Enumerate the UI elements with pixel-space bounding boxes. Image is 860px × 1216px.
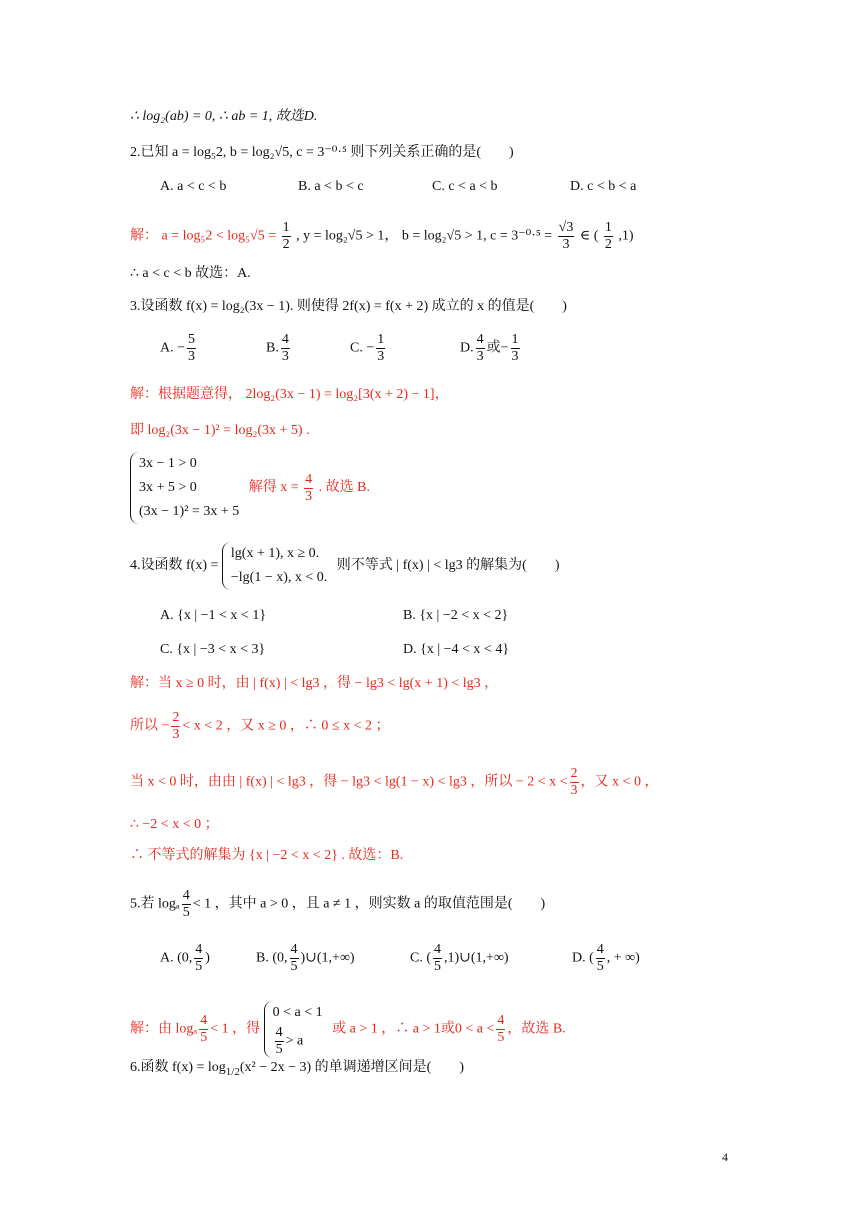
q3-solution-1: 解：根据题意得， 2log₂(3x − 1) = log₂[3(x + 2) − 1]， bbox=[130, 387, 449, 402]
page-number: 4 bbox=[722, 1150, 728, 1164]
q3-option-a: A. − $\frac{5}{3}$ bbox=[160, 332, 196, 364]
q2-option-d: D. c < b < a bbox=[570, 179, 637, 194]
question-3: 3.设函数 f(x) = log₂(3x − 1). 则使得 2f(x) = f(x + 2) 成立的 x 的值是( ) bbox=[130, 299, 567, 314]
q4-solution-2: 所以 − $\frac{2}{3}$ < x < 2 ，又 x ≥ 0 ，∴ 0 ≤ x < 2 ； bbox=[130, 710, 390, 742]
q2-result: ∴ a < c < b 故选：A. bbox=[130, 266, 251, 281]
q3-system: 3x − 1 > 0 3x + 5 > 0 (3x − 1)² = 3x + 5 bbox=[130, 452, 239, 524]
question-4: 4.设函数 f(x) = lg(x + 1), x ≥ 0. −lg(1 − x), x < 0. 则不等式 | f(x) | < lg3 的解集为( ) bbox=[130, 542, 560, 590]
question-6: 6.函数 $f(x) = \log_{1/2}(x^2 - 2x - 3)$ 的单调递增区间是( ) bbox=[130, 1060, 464, 1078]
q5-option-d: D. ( $\frac{4}{5}$ , + ∞) bbox=[572, 942, 640, 974]
q2-option-c: C. c < a < b bbox=[432, 179, 498, 194]
solution-line-q1: ∴ log₂(ab) = 0, ∴ ab = 1, 故选D. bbox=[130, 109, 318, 124]
q4-solution-5: ∴ 不等式的解集为 {x | −2 < x < 2} . 故选：B. bbox=[130, 848, 404, 863]
q4-option-b: B. {x | −2 < x < 2} bbox=[403, 608, 509, 623]
question-2: 2.已知 a = log₅2, b = log₂√5, c = 3⁻⁰·⁵ 则下列关系正确的是( ) bbox=[130, 145, 514, 160]
q2-sol-end: ,1) bbox=[618, 228, 634, 244]
q3-option-d: D. $\frac{4}{3}$ 或− $\frac{1}{3}$ bbox=[460, 332, 519, 364]
q3-system-line: 3x − 1 > 0 3x + 5 > 0 (3x − 1)² = 3x + 5 解得 x = $\frac{4}{3}$ . 故选 B. bbox=[130, 452, 370, 524]
q4-option-c: C. {x | −3 < x < 3} bbox=[160, 642, 266, 657]
q5-option-c: C. ( $\frac{4}{5}$ ,1)∪(1,+∞) bbox=[410, 942, 509, 974]
q3-option-b: B. $\frac{4}{3}$ bbox=[266, 332, 289, 364]
fraction-rt3-over-3: $\frac{√3}{3}$ bbox=[558, 220, 574, 252]
q4-solution-3: 当 x < 0 时，由由 | f(x) | < lg3 ，得 − lg3 < lg(1 − x) < lg3 ，所以 − 2 < x < $\frac{2}{3}$ ，又 x < 0 ， bbox=[130, 766, 659, 798]
q2-option-a: A. a < c < b bbox=[160, 179, 227, 194]
fraction-half-2: $\frac{1}{2}$ bbox=[604, 220, 612, 252]
q4-piecewise: lg(x + 1), x ≥ 0. −lg(1 − x), x < 0. bbox=[222, 542, 327, 590]
question-5: 5.若 logₐ $\frac{4}{5}$ < 1 ，其中 a > 0 ，且 a ≠ 1 ，则实数 a 的取值范围是( ) bbox=[130, 888, 546, 920]
q5-option-a: A. (0, $\frac{4}{5}$ ) bbox=[160, 942, 210, 974]
fraction-half: $\frac{1}{2}$ bbox=[282, 220, 290, 252]
q3-option-c: C. − $\frac{1}{3}$ bbox=[350, 332, 385, 364]
q4-solution-1: 解：当 x ≥ 0 时，由 | f(x) | < lg3 ，得 − lg3 < lg(x + 1) < lg3 ， bbox=[130, 676, 499, 691]
q5-option-b: B. (0, $\frac{4}{5}$ )∪(1,+∞) bbox=[256, 942, 355, 974]
q4-option-d: D. {x | −4 < x < 4} bbox=[403, 642, 510, 657]
q2-sol-label: 解： a = log₅2 < log₅√5 = bbox=[130, 228, 277, 244]
q4-solution-4: ∴ −2 < x < 0 ； bbox=[130, 817, 219, 832]
q2-sol-in: ∈ ( bbox=[579, 228, 599, 244]
q2-option-b: B. a < b < c bbox=[298, 179, 364, 194]
q5-system: 0 < a < 1 $\frac{4}{5}$ > a bbox=[264, 1001, 323, 1058]
q2-sol-mid: , y = log₂√5 > 1， b = log₂√5 > 1, c = 3⁻⁰·⁵ = bbox=[296, 228, 553, 244]
q2-solution bbox=[130, 220, 634, 253]
q3-solution-2: 即 log₂(3x − 1)² = log₂(3x + 5) . bbox=[130, 423, 310, 438]
q4-option-a: A. {x | −1 < x < 1} bbox=[160, 608, 267, 623]
q5-solution: 解：由 logₐ $\frac{4}{5}$ < 1 ，得 0 < a < 1 $\frac{4}{5}$ > a 或 a > 1 ，∴ a > 1或0 < a < $\frac{4}{5}$ ，故选 B. bbox=[130, 1001, 566, 1058]
